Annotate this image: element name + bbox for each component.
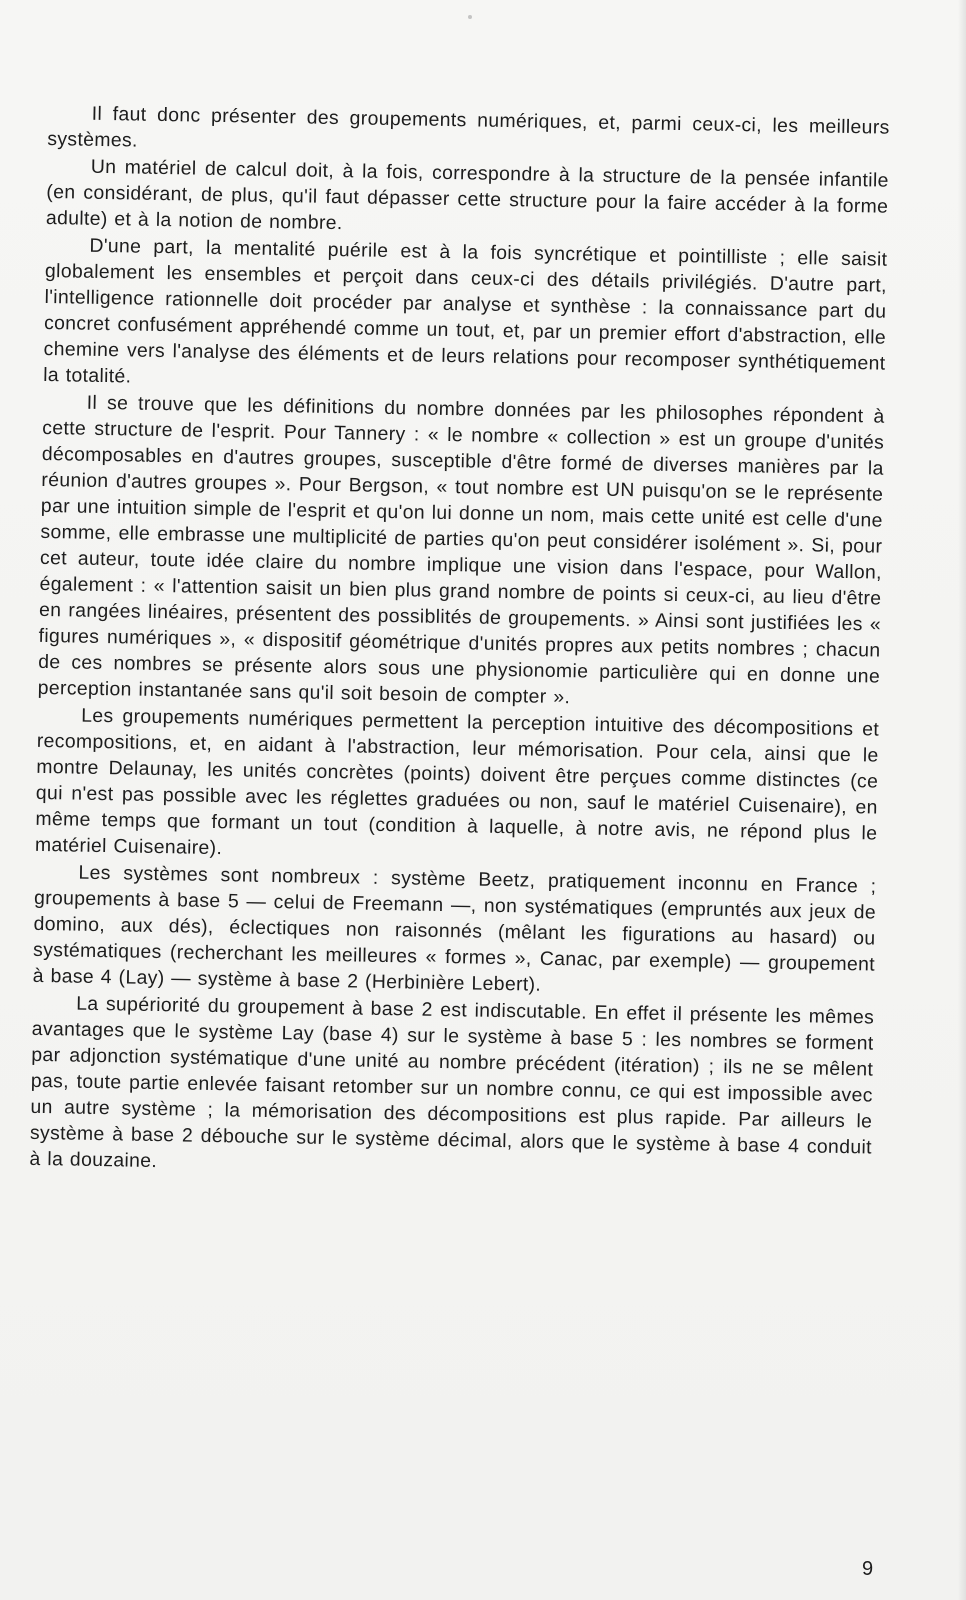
paragraph-groupements: Les groupements numériques permettent la perception intuitive des décompositions et recompositions, et, en aidant à l'abstraction, leur mémorisation. Pour cela, ainsi que le montre Delaunay, les unités concrètes (points) doivent être perçues comme distinctes (ce qui n'est pas possible avec les réglettes graduées ou non, sauf le matériel Cuisenaire), en même temps que formant un tout (condition à laquelle, à notre avis, ne répond plus le matériel Cuisenaire). [34,704,880,860]
paragraph-systemes: Les systèmes sont nombreux : système Beetz, pratiquement inconnu en France ; groupements à base 5 — celui de Freemann —, non systématiques (empruntés aux jeux de domino, aux dés), éclectiques non raisonnés (mêlant les figurations au hasard) ou systématiques (recherchant les meilleures « formes », Canac, par exemple) — groupement à base 4 (Lay) — système à base 2 (Herbinière Lebert). [32,861,877,996]
paragraph-definitions: Il se trouve que les définitions du nombre données par les philosophes répondent à cette structure de l'esprit. Pour Tannery : « le nombre « collection » est un groupe d'unités décomposables en d'autres groupes, susceptible d'être formé de diverses manières par la réunion d'autres groupes ». Pour Bergson, « tout nombre est UN puisqu'on se le représente par une intuition simple de l'esprit et qu'on lui donne un nom, mais cette unité est celle d'une somme, elle embrasse une multiplicité de parties qu'on peut considérer isolément ». Si, pour cet auteur, toute idée claire du nombre implique une vision dans l'espace, pour Wallon, également : « l'attention saisit un bien plus grand nombre de points si ceux-ci, au lieu d'être en rangées linéaires, présentent des possiblités de groupements. » Ainsi sont justifiées les « figures numériques », « dispositif géométrique d'unités propres aux petits nombres ; chacun de ces nombres se présente alors sous une physionomie particulière qui en donne une perception instantanée sans qu'il soit besoin de compter ». [37,391,885,709]
paragraph-intro: Il faut donc présenter des groupements numériques, et, parmi ceux-ci, les meilleurs systèmes. [47,102,890,152]
page-number: 9 [862,1558,874,1580]
paragraph-mentalite: D'une part, la mentalité puérile est à la fois syncrétique et pointilliste ; elle saisit globalement les ensembles et perçoit dans ceux-ci des détails privilégiés. D'autre part, l'intelligence rationnelle doit procéder par analyse et synthèse : la connaissance part du concret confusément appréhendé comme un tout, et, par un premier effort d'abstraction, elle chemine vers l'analyse des éléments et de leurs relations pour recomposer synthétiquement la totalité. [43,234,888,388]
body-text [29,100,890,1188]
paragraph-materiel: Un matériel de calcul doit, à la fois, correspondre à la structure de la pensée infantile (en considérant, de plus, qu'il faut dépasser cette structure pour la faire accéder à la forme adulte) et à la notion de nombre. [45,155,889,235]
scan-speck [468,15,472,19]
paragraph-superiorite: La supériorité du groupement à base 2 est indiscutable. En effet il présente les mêmes avantages que le système Lay (base 4) sur le système à base 5 : les nombres se forment par adjonction systématique d'une unité au nombre précédent (itération) ; ils ne se mêlent pas, toute partie enlevée faisant retomber sur un nombre connu, ce qui est impossible avec un autre système ; la mémorisation des décompositions est plus rapide. Par ailleurs le système à base 2 débouche sur le système décimal, alors que le système à base 4 conduit à la douzaine. [29,992,875,1173]
scan-edge-shadow [958,0,966,1600]
